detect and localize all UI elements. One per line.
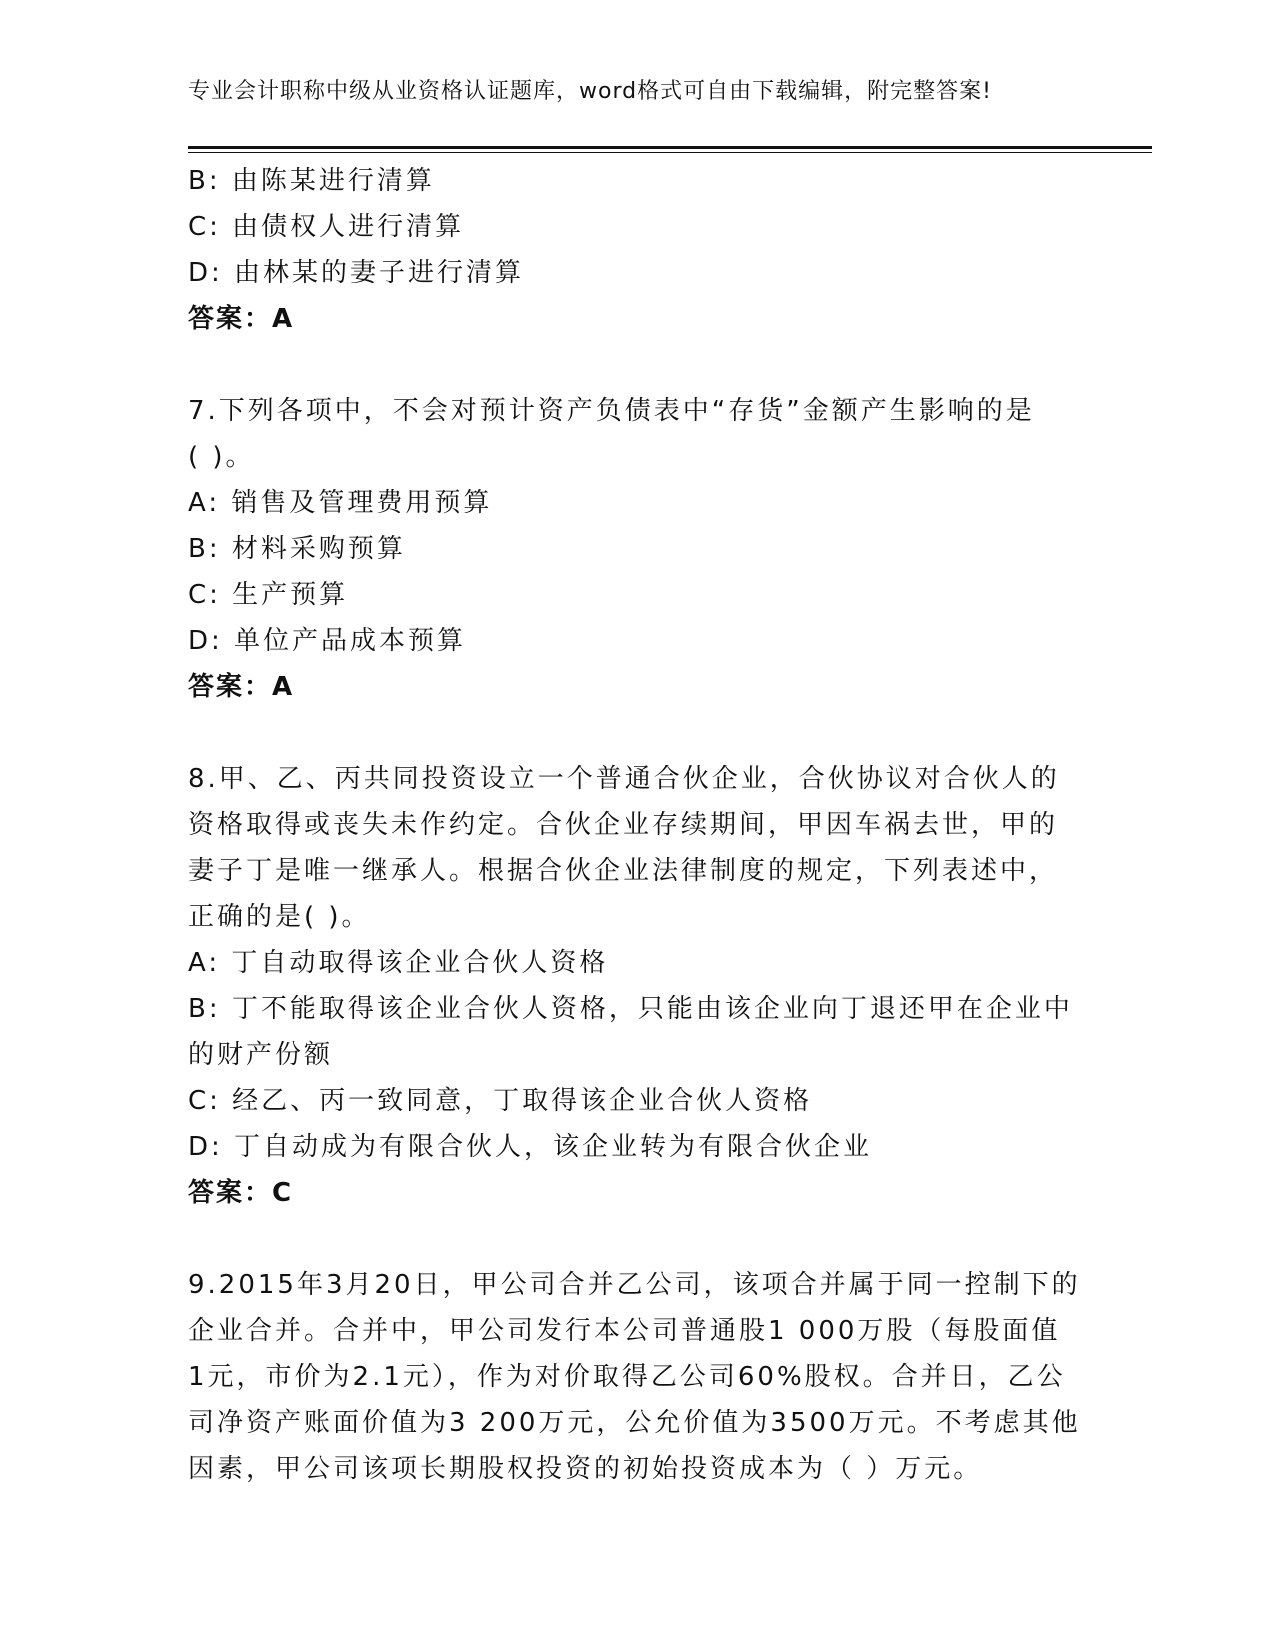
question-stem: 司净资产账面价值为3 200万元，公允价值为3500万元。不考虑其他 — [188, 1408, 1081, 1438]
question-stem: 8.甲、乙、丙共同投资设立一个普通合伙企业，合伙协议对合伙人的 — [188, 764, 1060, 794]
page-header: 专业会计职称中级从业资格认证题库，word格式可自由下载编辑，附完整答案! — [188, 79, 992, 104]
option-a: A: 丁自动取得该企业合伙人资格 — [188, 948, 609, 978]
option-d: D: 单位产品成本预算 — [188, 626, 467, 656]
option-b: B: 丁不能取得该企业合伙人资格，只能由该企业向丁退还甲在企业中 — [188, 994, 1073, 1024]
question-8 — [188, 756, 1088, 1216]
option-b: B: 材料采购预算 — [188, 534, 406, 564]
question-9 — [188, 1262, 1088, 1492]
question-7 — [188, 388, 1088, 710]
option-c: C: 经乙、丙一致同意，丁取得该企业合伙人资格 — [188, 1086, 813, 1116]
answer: 答案：C — [188, 1178, 294, 1208]
question-stem: 1元，市价为2.1元），作为对价取得乙公司60%股权。合并日，乙公 — [188, 1362, 1066, 1392]
header-rule-thick — [188, 146, 1152, 149]
question-stem: 资格取得或丧失未作约定。合伙企业存续期间，甲因车祸去世，甲的 — [188, 810, 1059, 840]
header-rule-thin — [188, 152, 1152, 153]
answer: 答案：A — [188, 304, 295, 334]
question-stem: ( )。 — [188, 442, 255, 472]
question-stem: 企业合并。合并中，甲公司发行本公司普通股1 000万股（每股面值 — [188, 1316, 1061, 1346]
option-b: B: 由陈某进行清算 — [188, 166, 435, 196]
option-c: C: 生产预算 — [188, 580, 349, 610]
question-stem: 9.2015年3月20日，甲公司合并乙公司，该项合并属于同一控制下的 — [188, 1270, 1081, 1300]
document-body — [188, 158, 1088, 1492]
question-stem: 因素，甲公司该项长期股权投资的初始投资成本为（ ）万元。 — [188, 1454, 983, 1484]
question-6-tail — [188, 158, 1088, 342]
option-b-continued: 的财产份额 — [188, 1040, 334, 1070]
answer: 答案：A — [188, 672, 295, 702]
option-d: D: 由林某的妻子进行清算 — [188, 258, 525, 288]
option-c: C: 由债权人进行清算 — [188, 212, 465, 242]
question-stem: 7.下列各项中，不会对预计资产负债表中“存货”金额产生影响的是 — [188, 396, 1035, 426]
question-stem: 正确的是( )。 — [188, 902, 371, 932]
option-a: A: 销售及管理费用预算 — [188, 488, 493, 518]
option-d: D: 丁自动成为有限合伙人，该企业转为有限合伙企业 — [188, 1132, 873, 1162]
question-stem: 妻子丁是唯一继承人。根据合伙企业法律制度的规定，下列表述中， — [188, 856, 1059, 886]
